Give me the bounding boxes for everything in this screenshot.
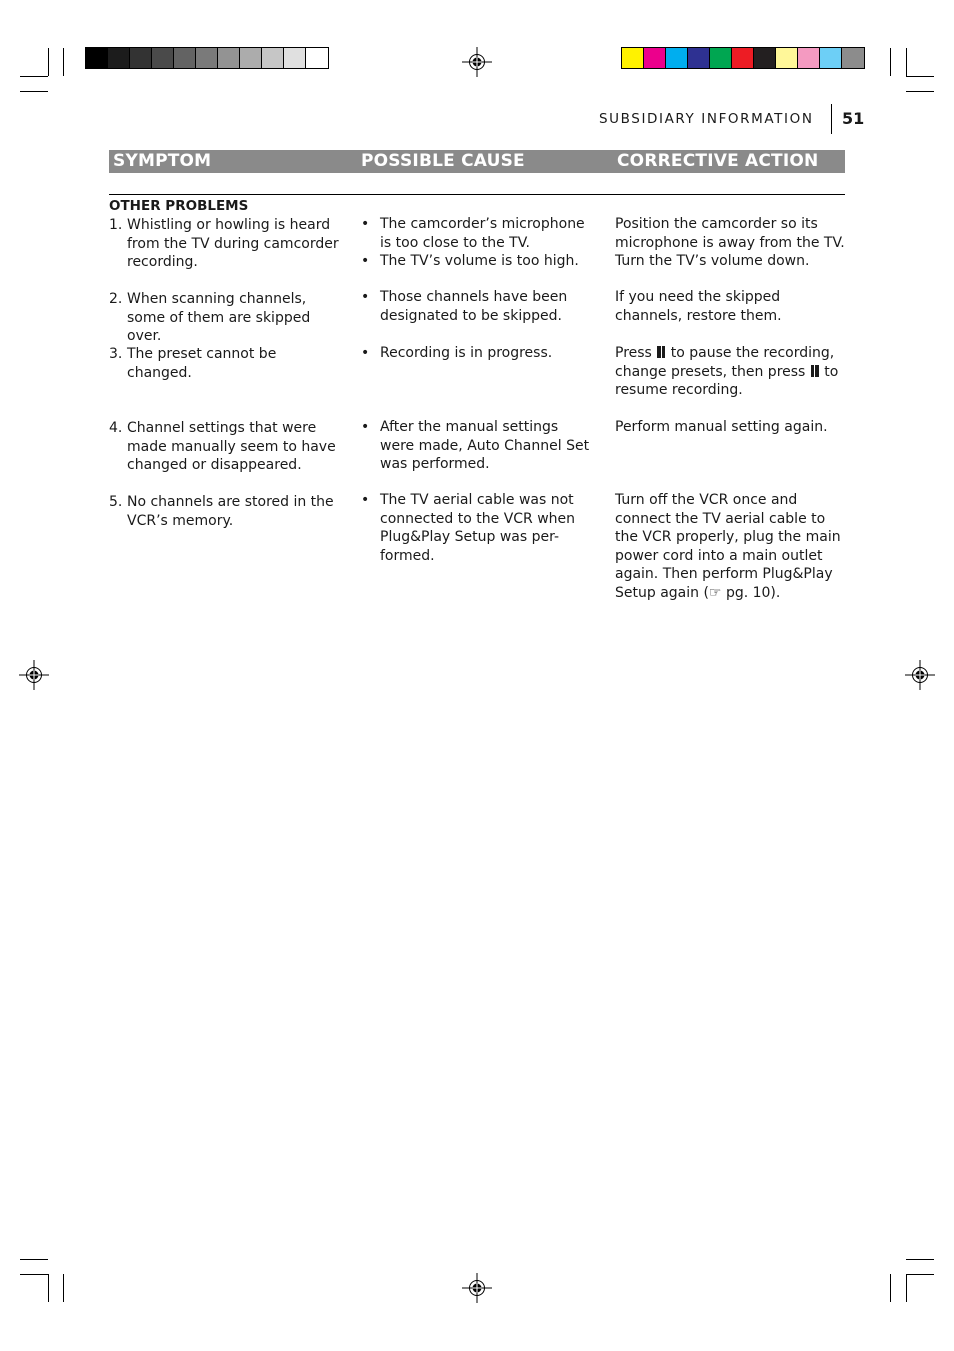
color-swatch [130,48,152,68]
color-swatch [644,48,666,68]
column-header-action: CORRECTIVE ACTION [617,151,819,171]
list-item: • The TV’s volume is too high. [361,253,579,269]
table-row-4-symptom: 4. Channel settings that were made manually seem to have changed or disappeared. [109,420,336,473]
column-header-symptom: SYMPTOM [113,151,212,171]
color-swatch [108,48,130,68]
color-swatch [240,48,262,68]
table-row-4-action: Perform manual setting again. [615,419,828,435]
pause-icon [656,346,666,358]
color-swatch [196,48,218,68]
color-swatch [710,48,732,68]
color-swatch [688,48,710,68]
table-row-2-cause [360,288,595,325]
table-row-3-action: Press to pause the recording, change presets, then press to resume recording. [615,345,839,398]
list-item: • Recording is in progress. [361,345,553,361]
table-row-1-action: Position the camcorder so its microphone is away from the TV. Turn the TV’s volume down. [615,216,845,269]
pointing-hand-icon: ☞ [708,584,722,601]
color-swatch [174,48,196,68]
color-swatch [666,48,688,68]
color-swatch [284,48,306,68]
color-swatch [798,48,820,68]
section-title: OTHER PROBLEMS [109,198,249,214]
page-number: 51 [842,109,865,128]
table-row-3-symptom: 3. The preset cannot be changed. [109,346,277,381]
table-row-5-action: Turn off the VCR once and connect the TV aerial cable to the VCR properly, plug the main power cord into a main outlet again. Then perform Plug&Play Setup again (☞ pg. 10). [615,492,841,601]
process-color-bar [621,47,865,69]
color-swatch [820,48,842,68]
color-swatch [86,48,108,68]
pause-icon [810,365,820,377]
running-head: SUBSIDIARY INFORMATION [599,111,814,127]
grayscale-color-bar [85,47,329,69]
table-row-5-cause [360,491,595,565]
table-row-2-action: If you need the skipped channels, restore them. [615,289,782,324]
color-swatch [754,48,776,68]
header-divider [831,104,832,134]
list-item: • After the manual settings were made, Auto Channel Set was performed. [361,419,590,472]
table-row-1-cause [360,215,595,271]
table-row-3-cause [360,344,595,363]
list-item: • The camcorder’s microphone is too close to the TV. [361,216,585,251]
registration-mark-icon [19,660,49,690]
table-row-5-symptom: 5. No channels are stored in the VCR’s memory. [109,494,334,529]
registration-mark-icon [905,660,935,690]
color-swatch [152,48,174,68]
list-item: • Those channels have been designated to be skipped. [361,289,568,324]
color-swatch [776,48,798,68]
list-item: • The TV aerial cable was not connected to the VCR when Plug&Play Setup was per-formed. [361,492,576,564]
table-rule [109,194,845,195]
registration-mark-icon [462,47,492,77]
color-swatch [622,48,644,68]
table-header-bar [109,150,845,173]
table-row-2-symptom: 2. When scanning channels, some of them are skipped over. [109,291,311,344]
color-swatch [306,48,328,68]
table-row-4-cause [360,418,595,474]
color-swatch [842,48,864,68]
color-swatch [218,48,240,68]
column-header-cause: POSSIBLE CAUSE [361,151,525,171]
color-swatch [732,48,754,68]
table-row-1-symptom: 1. Whistling or howling is heard from the TV during camcorder recording. [109,217,339,270]
registration-mark-icon [462,1273,492,1303]
color-swatch [262,48,284,68]
